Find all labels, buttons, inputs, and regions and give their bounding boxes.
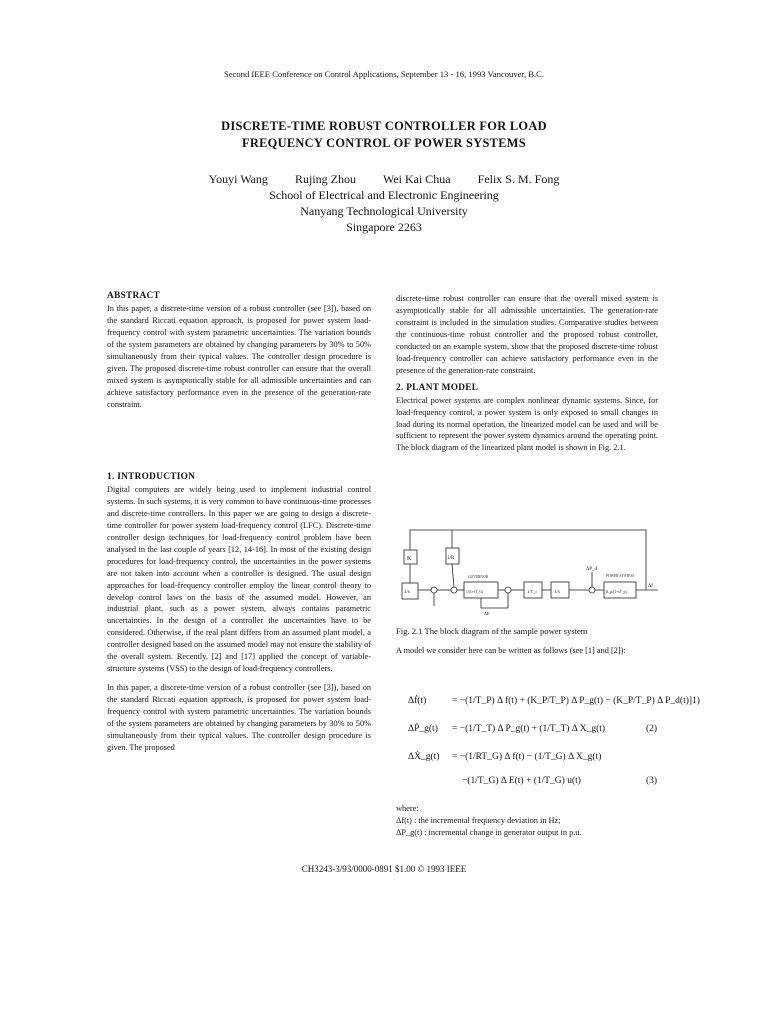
block-diagram-figure bbox=[396, 520, 661, 620]
dpd-label: ΔP_d bbox=[586, 567, 597, 572]
author-4: Felix S. M. Fong bbox=[477, 172, 560, 186]
equation-3b-rhs: −(1/T_G) Δ E(t) + (1/T_G) u(t) bbox=[462, 776, 581, 786]
author-list bbox=[0, 172, 768, 187]
definition-1: Δf(t) : the incremental frequency deviation in Hz; bbox=[396, 815, 561, 825]
where-label: where: bbox=[396, 804, 419, 813]
author-3: Wei Kai Chua bbox=[382, 172, 451, 186]
paper-title bbox=[0, 118, 768, 152]
summing-junction-1 bbox=[431, 587, 437, 593]
figure-caption: Fig. 2.1 The block diagram of the sample power system bbox=[396, 626, 588, 636]
abstract-heading: ABSTRACT bbox=[107, 291, 161, 301]
affiliation bbox=[0, 187, 768, 235]
r-to-sum bbox=[452, 564, 454, 587]
integrator-label: 1/s bbox=[404, 590, 410, 595]
introduction-section bbox=[107, 472, 371, 754]
continuation-paragraph: discrete-time robust controller can ensure that the overall mixed system is asymptotically stable for all admissible uncertainties. The generation-rate constraint is included in the simulation studies. Comparative studies between the continuous-time robust controller and the proposed robust controller, conducted on an example system, show that the proposed discrete-time robust load-frequency controller can achieve satisfactory performance even in the presence of the generation-rate constraint. bbox=[396, 294, 658, 375]
de-label: ΔE bbox=[484, 611, 490, 616]
integrator-2-label: 1/s bbox=[554, 590, 560, 595]
equation-2-lhs: ΔṖ_g(t) bbox=[408, 724, 438, 734]
title-line-2: FREQUENCY CONTROL OF POWER SYSTEMS bbox=[242, 136, 526, 150]
conference-header: Second IEEE Conference on Control Applications, September 13 - 16, 1993 Vancouver, B.C. bbox=[223, 69, 545, 79]
affiliation-line-1: School of Electrical and Electronic Engineering bbox=[269, 188, 499, 202]
feedback-line bbox=[410, 530, 646, 590]
turbine-label: 1/T_t bbox=[527, 589, 537, 594]
one-over-r-label: 1/R bbox=[447, 556, 455, 561]
introduction-paragraph-1: Digital computers are widely being used to implement industrial control systems. In such systems, it is very common to have continuous-time processes and discrete-time controllers. In this paper we are going to design a discrete-time controller for power system load-frequency control (LFC). Discrete-time controller design techniques for load-frequency control problem have been analysed in the last couple of years [12, 14-16]. In most of the existing design procedures for load-frequency control, the uncertainties in the power systems are not taken into account when a controller is designed. The usual design approaches for load-frequency controller employ the linear control theory to develop control laws on the basis of the assumed model. However, an industrial plant, such as a power system, always contains parametric uncertainties. In the design of a controller the uncertainties have to be considered. Otherwise, if the real plant differs from an assumed plant model, a controller designed based on the assumed model may not ensure the stability of the overall system. Recently, [2] and [17] applied the concept of variable-structure systems (VSS) to the design of load-frequency controllers. bbox=[107, 484, 371, 674]
abstract-text: In this paper, a discrete-time version of a robust controller (see [3]), based on the standard Riccati equation approach, is proposed for power system load-frequency control with system parametric uncertainties. The variation bounds of the system parameters are obtained by changing parameters by 30% to 50% simultaneously from their typical values. The controller design procedure is given. The proposed discrete-time robust controller can ensure that the overall mixed system is asymptotically stable for all admissible uncertainties and can achieve satisfactory performance even in the presence of the generation-rate constraint. bbox=[107, 303, 371, 409]
definitions bbox=[396, 803, 658, 839]
title-line-1: DISCRETE-TIME ROBUST CONTROLLER FOR LOAD bbox=[221, 119, 547, 133]
plant-model-heading: 2. PLANT MODEL bbox=[396, 382, 479, 393]
summing-junction-4 bbox=[589, 587, 595, 593]
equation-1-rhs: = −(1/T_P) Δ f(t) + (K_P/T_P) Δ P_g(t) − (K_P/T_P) Δ P_d(t)]1) bbox=[452, 696, 700, 706]
de-feedback bbox=[481, 593, 508, 608]
abstract-section bbox=[107, 291, 371, 411]
right-column-top bbox=[396, 293, 658, 454]
power-system-label: POWER SYSTEM bbox=[606, 574, 634, 578]
equation-1-lhs: Δḟ(t) bbox=[408, 696, 427, 706]
equation-3-rhs: = −(1/RT_G) Δ f(t) − (1/T_G) Δ X_g(t) bbox=[452, 752, 602, 762]
author-2: Rujing Zhou bbox=[294, 172, 356, 186]
k-label: K bbox=[407, 556, 412, 562]
plant-model-text: Electrical power systems are complex nonlinear dynamic systems. Since, for load-frequency control, a power system is only exposed to small changes in load during its normal operation, the linearized model can be used and will be sufficient to represent the power system dynamics around the operating point. The block diagram of the linearized plant model is shown in Fig. 2.1. bbox=[396, 395, 658, 453]
definition-2: ΔP_g(t) : incremental change in generator output in p.u. bbox=[396, 827, 582, 837]
equation-2-number: (2) bbox=[646, 724, 658, 734]
introduction-paragraph-2: In this paper, a discrete-time version of a robust controller (see [3]), based on the standard Riccati equation approach, is proposed for power system load-frequency control with system parametric uncertainties. The variation bounds of the system parameters are obtained by changing parameters by 30% to 50% simultaneously from their typical values. The controller design procedure is given. The proposed bbox=[107, 683, 371, 752]
governor-tf-label: 1/(1+sT_G) bbox=[466, 590, 483, 594]
summing-junction-3 bbox=[505, 587, 511, 593]
governor-label: GOVERNOR bbox=[468, 575, 488, 579]
author-1: Youyi Wang bbox=[208, 172, 268, 186]
summing-junction-2 bbox=[451, 587, 457, 593]
equation-2-rhs: = −(1/T_T) Δ P_g(t) + (1/T_T) Δ X_g(t) bbox=[452, 724, 606, 734]
introduction-heading: 1. INTRODUCTION bbox=[107, 472, 196, 482]
model-intro-text: A model we consider here can be written as follows (see [1] and [2]): bbox=[396, 646, 626, 655]
equation-3-lhs: ΔẊ_g(t) bbox=[408, 752, 440, 762]
equation-3-number: (3) bbox=[646, 776, 658, 786]
affiliation-line-3: Singapore 2263 bbox=[346, 220, 422, 234]
copyright-footer: CH3243-3/93/0000-0891 $1.00 © 1993 IEEE bbox=[301, 864, 467, 874]
power-system-tf-label: K_p/(1+sT_p) bbox=[606, 590, 627, 594]
affiliation-line-2: Nanyang Technological University bbox=[300, 204, 468, 218]
df-label: Δf bbox=[648, 584, 653, 589]
